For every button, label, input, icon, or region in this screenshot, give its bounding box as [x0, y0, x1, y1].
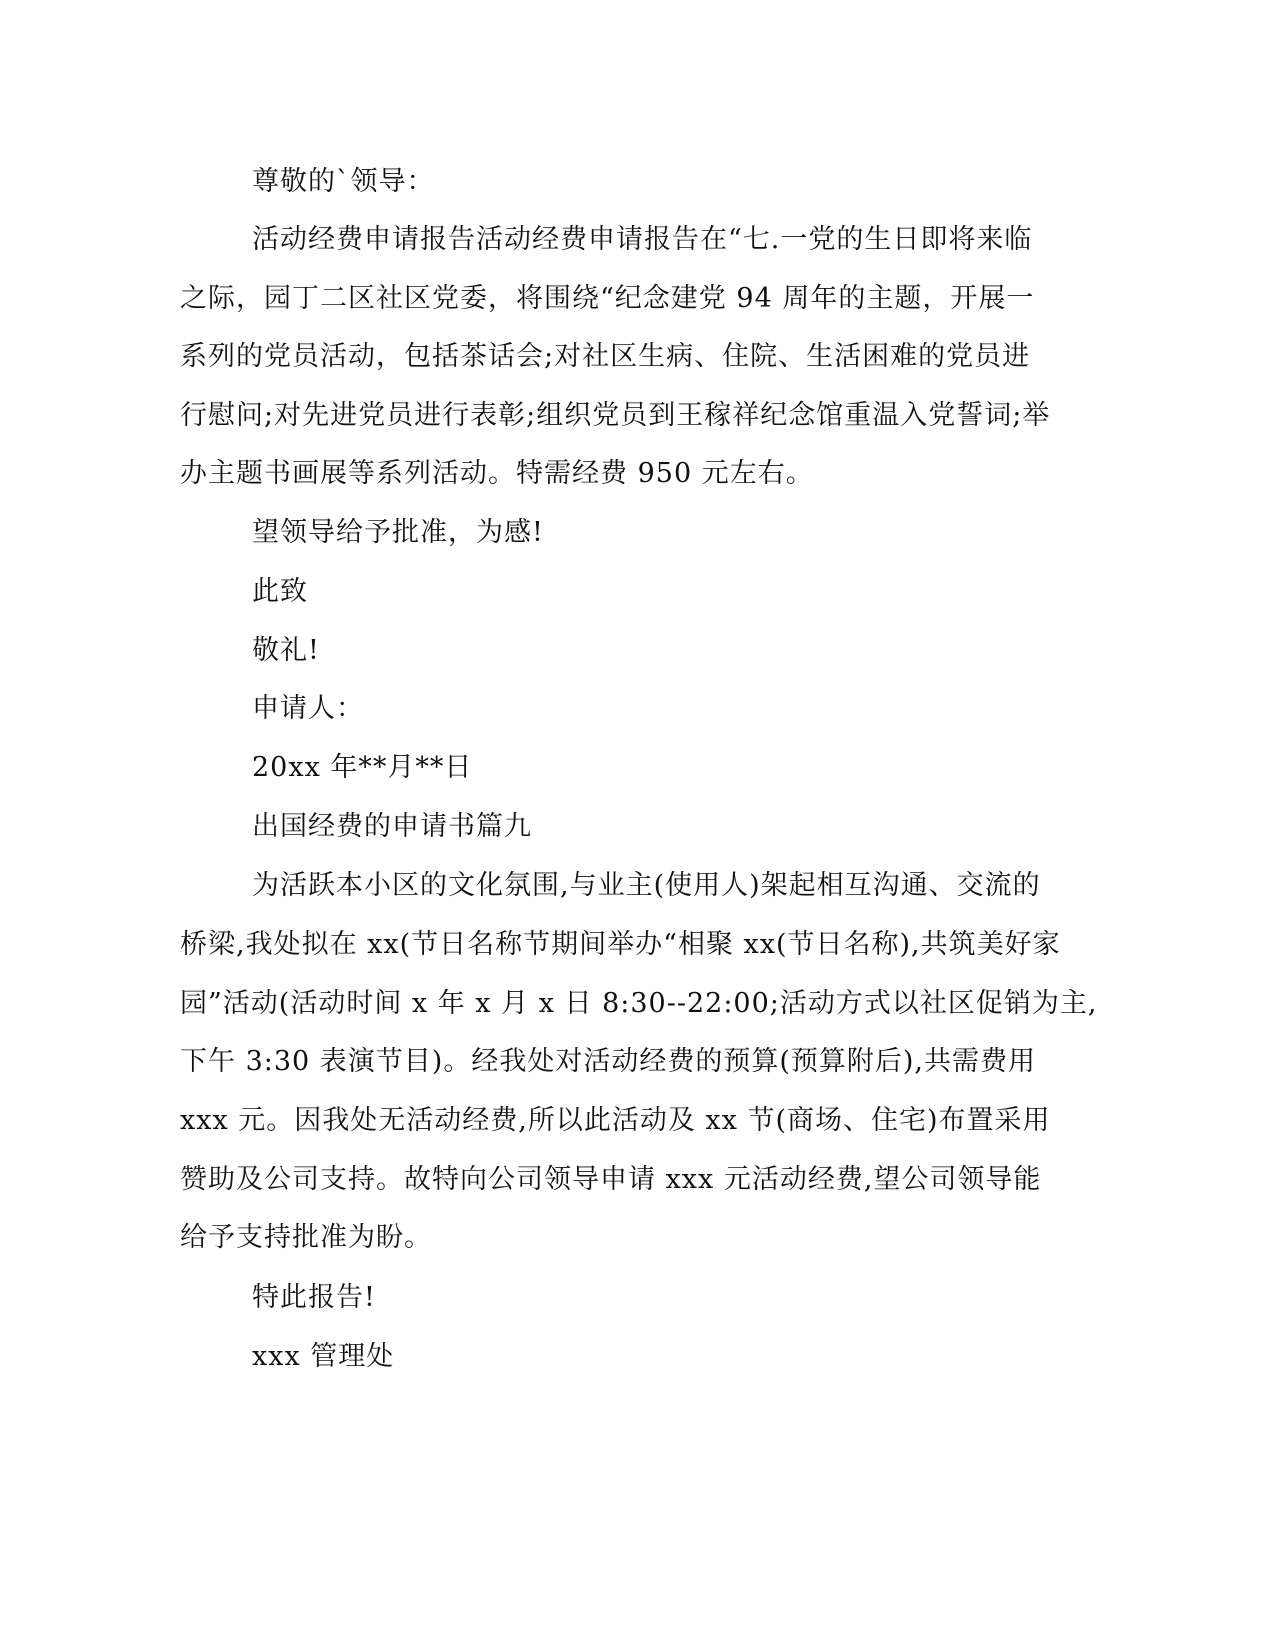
paragraph2-line-3: 园”活动(活动时间 x 年 x 月 x 日 8:30--22:00;活动方式以社区促销为主, — [180, 988, 1098, 1019]
applicant-label: 申请人： — [252, 693, 364, 724]
paragraph2-line-4: 下午 3:30 表演节目)。经我处对活动经费的预算(预算附后),共需费用 — [180, 1046, 1036, 1077]
closing-line-1: 此致 — [252, 576, 308, 607]
paragraph1-line-3: 系列的党员活动，包括茶话会;对社区生病、住院、生活困难的党员进 — [180, 341, 1031, 372]
signature-line: xxx 管理处 — [252, 1341, 395, 1372]
paragraph1-line-5: 办主题书画展等系列活动。特需经费 950 元左右。 — [180, 458, 814, 489]
section-title: 出国经费的申请书篇九 — [252, 811, 532, 842]
paragraph2-line-2: 桥梁,我处拟在 xx(节日名称节期间举办“相聚 xx(节日名称),共筑美好家 — [180, 929, 1061, 960]
request-line: 望领导给予批准，为感! — [252, 517, 544, 548]
report-closing: 特此报告! — [252, 1282, 376, 1313]
paragraph2-line-7: 给予支持批准为盼。 — [180, 1222, 432, 1253]
date-line: 20xx 年**月**日 — [252, 752, 473, 783]
paragraph2-line-6: 赞助及公司支持。故特向公司领导申请 xxx 元活动经费,望公司领导能 — [180, 1164, 1042, 1195]
paragraph1-line-4: 行慰问;对先进党员进行表彰;组织党员到王稼祥纪念馆重温入党誓词;举 — [180, 400, 1051, 431]
closing-line-2: 敬礼! — [252, 635, 320, 666]
greeting-line: 尊敬的`领导： — [252, 166, 435, 197]
paragraph1-line-1: 活动经费申请报告活动经费申请报告在“七.一党的生日即将来临 — [252, 224, 1033, 255]
paragraph1-line-2: 之际，园丁二区社区党委，将围绕“纪念建党 94 周年的主题，开展一 — [180, 283, 1035, 314]
paragraph2-line-5: xxx 元。因我处无活动经费,所以此活动及 xx 节(商场、住宅)布置采用 — [180, 1105, 1051, 1136]
paragraph2-line-1: 为活跃本小区的文化氛围,与业主(使用人)架起相互沟通、交流的 — [252, 870, 1041, 901]
